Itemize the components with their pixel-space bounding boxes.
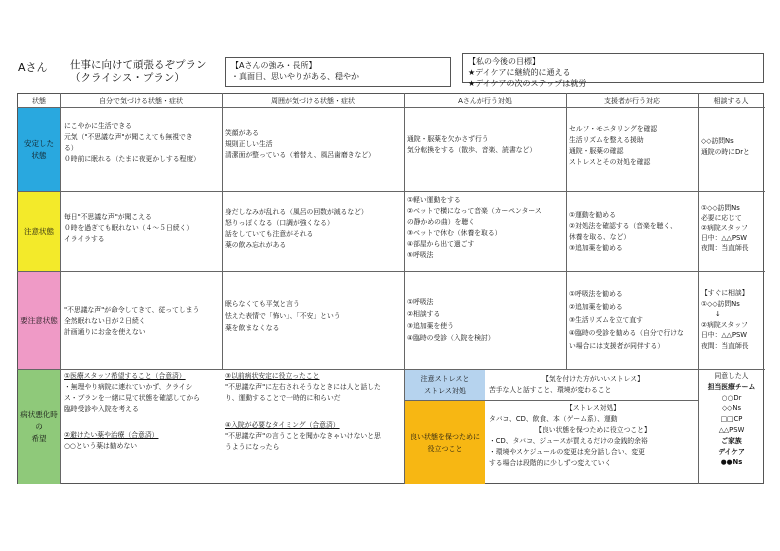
text-line: 夜間：当直師長	[701, 244, 749, 252]
text-line: 気分転換をする（散歩、音楽、読書など）	[407, 146, 537, 154]
state-label-alert	[18, 272, 60, 369]
text-line: 休養を取る、など）	[569, 233, 631, 241]
text-line: ①呼吸法を勧める	[569, 290, 623, 298]
stress-coping-title: 【ストレス対処】	[565, 404, 621, 412]
text-line: り、運動することで一時的に和らいだ	[225, 394, 341, 402]
col-divider	[60, 93, 61, 484]
text-line: "不思議な声"が命令してきて、従ってしまう	[64, 306, 200, 314]
col-header-consult: 相談する人	[713, 97, 749, 105]
text-line: 役立つこと	[427, 444, 463, 453]
text-line: 苦手な人と話すこと、環境が変わること	[489, 386, 612, 394]
text-line: ◇◇訪問Ns	[701, 137, 734, 145]
text-line: 規則正しい生活	[225, 140, 273, 148]
hope-title: ③以前病状安定に役立ったこと	[225, 372, 320, 380]
agreed-team	[699, 371, 764, 468]
team-member: △△PSW	[718, 425, 745, 434]
text-line: ①◇◇訪問Ns	[701, 204, 740, 212]
text-line: 日中：△△PSW	[701, 331, 747, 339]
col-header-coping: Aさんが行う対処	[458, 97, 512, 105]
text-line: ②病院スタッフ	[701, 224, 748, 232]
text-line: 通院・服薬を欠かさず行う	[407, 135, 489, 143]
state-label-text: 要注意状態	[20, 315, 58, 325]
strengths-text: ・真面目、思いやりがある、穏やか	[231, 72, 359, 81]
text-line: 元気（"不思議な声"が聞こえても無視でき	[64, 133, 193, 141]
goal-item: ★デイケアの次のステップは就労	[468, 79, 587, 88]
text-line: 生活リズムを整える援助	[569, 136, 644, 144]
text-line: ストレス対処	[424, 387, 466, 395]
text-line: ス・プランを一緒に見て状態を確認してから	[64, 394, 200, 402]
arrow-down: ↓	[715, 310, 721, 318]
row-divider	[17, 369, 765, 370]
text-line: 日中：△△PSW	[701, 234, 747, 242]
state-label-worsen	[18, 370, 60, 484]
text-line: にこやかに生活できる	[64, 122, 132, 130]
text-line: ①呼吸法	[407, 298, 434, 306]
text-line: ０時前に眠れる（たまに夜更かしする程度）	[64, 155, 200, 163]
text-line: ⑤呼吸法	[407, 251, 434, 259]
text-line: ・環境やスケジュールの変更は充分話し合い、変更	[489, 448, 645, 456]
person-name: Aさん	[18, 61, 48, 74]
text-line: の静かめの曲）を聴く	[407, 218, 475, 226]
hope-past-help	[225, 371, 403, 404]
text-line: 通院の時にDrと	[701, 148, 750, 156]
text-line: 計画通りにお金を使えない	[64, 328, 146, 336]
stress-label	[405, 370, 485, 400]
state-label-text: 安定した状態	[24, 138, 54, 160]
text-line: ③追加薬を勧める	[569, 244, 623, 252]
col-header-self: 自分で気づける状態・症状	[99, 97, 183, 105]
text-line: ③生活リズムを立て直す	[569, 316, 643, 324]
self-symptoms-caution	[64, 212, 220, 245]
consult-alert	[701, 288, 763, 351]
team-title: 担当医療チーム	[707, 382, 756, 391]
row-divider	[17, 107, 765, 108]
text-line: 怯えた表情で「怖い」、「不安」という	[225, 312, 341, 320]
text-line: 全然眠れない日が２日続く	[64, 317, 146, 325]
text-line: 臨時受診や入院を考える	[64, 405, 139, 413]
goal-item: ★デイケアに継続的に通える	[468, 68, 571, 77]
hope-medical-staff	[64, 371, 222, 415]
text-line: 良い状態を保つために	[410, 432, 480, 441]
team-member: ●●Ns	[720, 458, 743, 467]
text-line: ②追加薬を勧める	[569, 303, 623, 311]
team-member: ◇◇Ns	[721, 404, 742, 413]
text-line: ○○という薬は勧めない	[64, 442, 138, 450]
text-line: うようになったら	[225, 443, 280, 451]
goals-box	[462, 53, 764, 88]
hope-admission-timing	[225, 420, 403, 453]
text-line: セルフ・モニタリングを確認	[569, 125, 658, 133]
text-line: 清潔面が整っている（着替え、風呂歯磨きなど）	[225, 151, 375, 159]
text-line: ③追加薬を使う	[407, 322, 454, 330]
text-line: 身だしなみが乱れる（風呂の回数が減るなど）	[225, 208, 368, 216]
good-state-help	[489, 425, 697, 469]
team-member: デイケア	[718, 447, 745, 456]
stress-caution	[489, 374, 697, 396]
state-label-stable	[18, 108, 60, 191]
text-line: する場合は段階的に少しずつ変えていく	[489, 459, 612, 467]
goals-title: 【私の今後の目標】	[468, 57, 540, 66]
hope-title: ④入院が必要なタイミング（合意済）	[225, 421, 340, 429]
team-member: □□CP	[720, 415, 743, 424]
others-symptoms-alert	[225, 298, 402, 334]
col-header-state: 状態	[32, 97, 46, 105]
text-line: 希望	[31, 434, 47, 443]
text-line: イライラする	[64, 235, 105, 243]
col-divider	[222, 93, 223, 369]
text-line: 【すぐに相談】	[701, 289, 749, 297]
consult-caution	[701, 203, 763, 253]
others-symptoms-caution	[225, 207, 402, 251]
text-line: 眠らなくても平気と言う	[225, 300, 300, 308]
text-line: ②対処法を確認する（音楽を聴く、	[569, 222, 677, 230]
text-line: 夜間：当直師長	[701, 341, 749, 350]
consult-stable	[701, 136, 763, 158]
text-line: の	[35, 422, 43, 431]
text-line: 笑顔がある	[225, 129, 259, 137]
stress-caution-title: 【気を付けた方がいいストレス】	[542, 375, 644, 383]
support-caution	[569, 210, 696, 254]
row-divider	[17, 191, 765, 192]
state-label-text: 注意状態	[24, 226, 54, 236]
others-symptoms-stable	[225, 128, 402, 161]
text-line: ①軽い運動をする	[407, 196, 461, 204]
coping-caution	[407, 195, 564, 261]
plan-title: 仕事に向けて頑張るぞプラン	[70, 59, 207, 71]
text-line: ③ベットで休む（休養を取る）	[407, 229, 502, 237]
support-stable	[569, 124, 696, 168]
text-line: ②病院スタッフ	[701, 320, 748, 329]
text-line: "不思議な声"に左右されそうなときには人と話した	[225, 383, 381, 391]
hope-avoid-treatment	[64, 430, 222, 452]
good-state-label	[405, 401, 485, 484]
text-line: ①◇◇訪問Ns	[701, 299, 740, 308]
hope-title: ①医療スタッフ希望すること（合意済）	[64, 372, 186, 380]
coping-stable	[407, 134, 564, 156]
plan-title-block	[70, 59, 220, 85]
col-divider	[566, 93, 567, 369]
team-member: ご家族	[721, 436, 742, 445]
text-line: ・CD、タバコ、ジュースが買えるだけの金銭的余裕	[489, 437, 648, 445]
text-line: 薬の飲み忘れがある	[225, 241, 287, 249]
stress-coping	[489, 403, 697, 425]
text-line: 病状悪化時	[20, 410, 58, 419]
text-line: ④臨時の受診（入院を検討）	[407, 334, 495, 342]
text-line: ①運動を勧める	[569, 211, 616, 219]
hope-title: ②避けたい薬や治療（合意済）	[64, 431, 159, 439]
text-line: 注意ストレスと	[420, 375, 470, 383]
strengths-title: 【Aさんの強み・長所】	[231, 61, 317, 70]
self-symptoms-alert	[64, 305, 220, 338]
team-intro: 同意した人	[714, 372, 749, 380]
strengths-box	[225, 57, 451, 87]
text-line: "不思議な声"の言うことを聞かなきゃいけないと思	[225, 432, 381, 440]
text-line: 薬を飲まなくなる	[225, 324, 280, 332]
good-state-title: 【良い状態を保つために役立つこと】	[535, 426, 651, 434]
text-line: 必要に応じて	[701, 214, 742, 222]
text-line: ②相談する	[407, 310, 441, 318]
text-line: ②ベットで横になって音楽（カーペンタース	[407, 207, 542, 215]
row-divider	[17, 271, 765, 272]
text-line: 話をしていても注意がそれる	[225, 230, 314, 238]
text-line: ④部屋から出て過ごす	[407, 240, 475, 248]
text-line: ストレスとその対処を確認	[569, 158, 651, 166]
col-header-others: 周囲が気づける状態・症状	[271, 97, 355, 105]
state-label-caution	[18, 192, 60, 271]
text-line: 怒りっぽくなる（口調が強くなる）	[225, 219, 334, 227]
self-symptoms-stable	[64, 121, 220, 165]
team-member: ○○Dr	[721, 393, 742, 402]
text-line: 通院・服薬の確認	[569, 147, 624, 155]
text-line: タバコ、CD、飲食、本（ゲーム系）、運動	[489, 415, 618, 423]
coping-alert	[407, 296, 564, 344]
plan-subtitle: （クライシス・プラン）	[70, 72, 185, 84]
text-line: ０時を過ぎても眠れない（４～５日続く）	[64, 224, 194, 232]
text-line: い場合には支援者が同伴する）	[569, 342, 665, 350]
col-header-support: 支援者が行う対応	[604, 97, 660, 105]
text-line: 毎日"不思議な声"が聞こえる	[64, 213, 152, 221]
text-line: る）	[64, 144, 78, 152]
text-line: ④臨時の受診を勧める（自分で行けな	[569, 329, 684, 337]
support-alert	[569, 288, 696, 353]
text-line: ・無理やり病院に連れていかず、クライシ	[64, 383, 193, 391]
